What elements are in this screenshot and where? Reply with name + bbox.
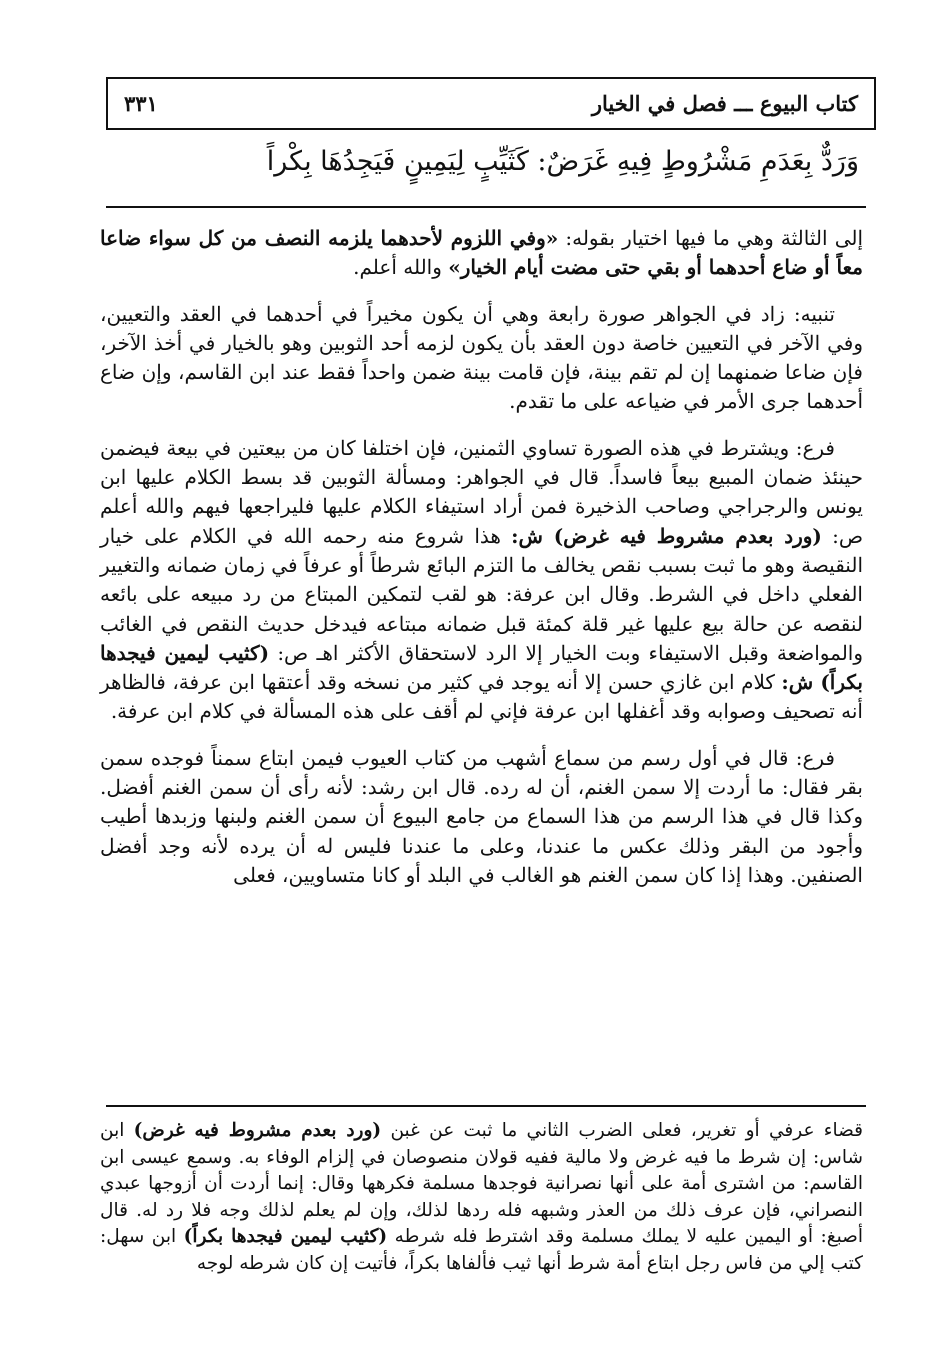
running-header xyxy=(106,77,876,130)
paragraph-4: فرع: قال في أول رسم من سماع أشهب من كتاب العيوب فيمن ابتاع سمناً فوجده سمن بقر فقال: ما أردت إلا سمن الغنم، أن له رده. قال ابن رشد: لأنه رأى أن سمن الغنم أفضل. وكذا قال في هذا الرسم من هذا السماع من جامع البيوع أن سمن الغنم ولبنها وزبدها أطيب وأجود من البقر وذلك عكس ما عندنا، وعلى ما عندنا فليس له أن يرده لأنه وجد أفضل الصنفين. وهذا إذا كان سمن الغنم هو الغالب في البلد أو كانا متساويين، فعلى xyxy=(100,745,863,887)
footnote-divider xyxy=(106,1105,866,1107)
paragraph-2: تنبيه: زاد في الجواهر صورة رابعة وهي أن يكون مخيراً في أحدهما في العقد والتعيين، وفي الآخر في التعيين خاصة دون العقد بأن يكون لزمه أحد الثوبين وهو بالخيار في أخذ الآخر، فإن ضاعا ضمنهما إن لم تقم بينة، فإن قامت بينة ضمن واحداً فقط عند ابن القاسم، وإن ضاع أحدهما جرى الأمر في ضياعه على ما تقدم. xyxy=(100,301,863,414)
footnote-text: قضاء عرفي أو تغرير، فعلى الضرب الثاني ما ثبت عن غبن (ورد بعدم مشروط فيه غرض) ابن شاس: إن شرط ما فيه غرض ولا مالية ففيه قولان منصوصان في إلزام الوفاء به. وسمع عيسى ابن القاسم: من اشترى أمة على أنها نصرانية فوجدها مسلمة فكرهها وقال: إنما أردت أن أزوجها عبدي النصراني، فإن عرف ذلك من العذر وشبهه فله ردها لذلك، وإن لم يعلم لذلك وجه فلا رد له. قال أصبغ: أو اليمين عليه لا يملك مسلمة وقد اشترط فله شرطه (كثيب ليمين فيجدها بكراً) ابن سهل: كتب إلي من فاس رجل ابتاع أمة شرط أنها ثيب فألفاها بكراً، فأتيت إن كان شرطه لوجه xyxy=(100,1120,864,1274)
matn-verse: وَرَدٌّ بِعَدَمِ مَشْرُوطٍ فِيهِ غَرَضٌ: كَثَيِّبٍ لِيَمِينٍ فَيَجِدُهَا بِكْراً xyxy=(266,146,859,177)
paragraph-3: فرع: ويشترط في هذه الصورة تساوي الثمنين، فإن اختلفا كان من بيعتين في بيعة فيضمن حينئذ ضمان المبيع بيعاً فاسداً. قال في الجواهر: ومسألة الثوبين قد بسط الكلام عليها ابن يونس والرجراجي وصاحب الذخيرة فمن أراد استيفاء الكلام عليها فليراجعها فيهم والله أعلم ص: (ورد بعدم مشروط فيه غرض) ش: هذا شروع منه رحمه الله في الكلام على خيار النقيصة وهو ما ثبت بسبب نقص يخالف ما التزم البائع شرطاً أو عرفاً في زمان ضمانه والتغيير الفعلي داخل في الشرط. وقال ابن عرفة: هو لقب لتمكين المبتاع من رد مبيعه على بائعه لنقصه عن حالة بيع عليها غير قلة كمئة قبل ضمانه مبتاعه فيدخل حديث النقص في الغائب والمواضعة وقبل الاستيفاء وبت الخيار إلا الرد لاستحقاق الأكثر اهـ ص: (كثيب ليمين فيجدها بكراً) ش: كلام ابن غازي حسن إلا أنه يوجد في كثير من نسخه وقد أعتقها ابن عرفة، فالظاهر أنه تصحيف وصوابه وقد أغفلها ابن عرفة فإني لم أقف على هذه المسألة في كلام ابن عرفة. xyxy=(100,435,864,724)
paragraph-1: إلى الثالثة وهي ما فيها اختيار بقوله: «وفي اللزوم لأحدهما يلزمه النصف من كل سواء ضاعا معاً أو ضاع أحدهما أو بقي حتى مضت أيام الخيار» والله أعلم. xyxy=(100,226,864,280)
commentary-body xyxy=(100,224,863,907)
chapter-title: كتاب البيوع ـــ فصل في الخيار xyxy=(591,91,858,116)
page-number: ٣٣١ xyxy=(124,91,158,116)
top-divider xyxy=(106,206,866,208)
footnote-section xyxy=(100,1118,863,1277)
